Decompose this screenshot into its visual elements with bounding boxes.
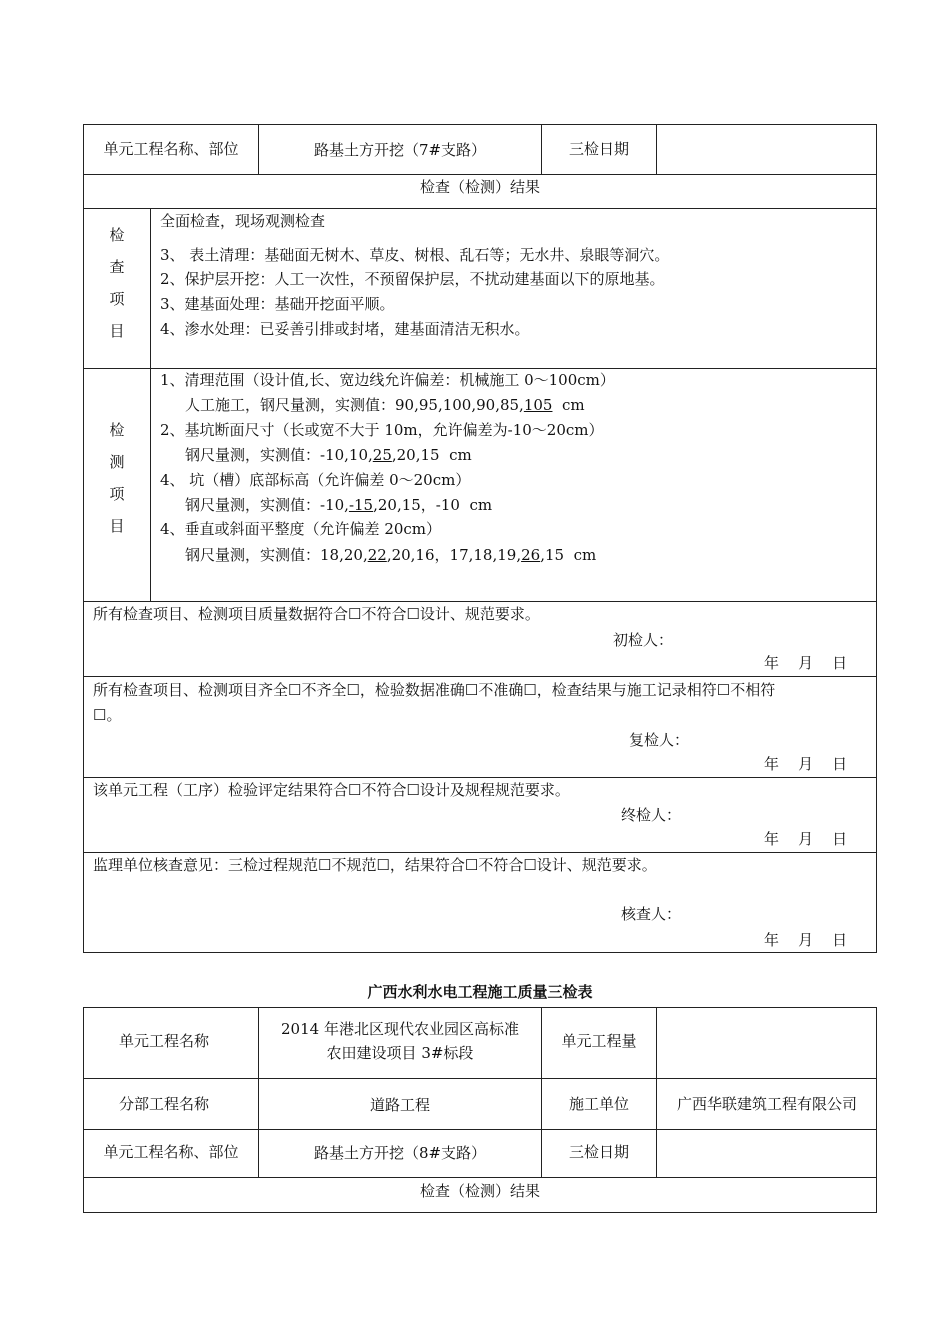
measure-value-line: 人工施工，钢尺量测，实测值：90,95,100,90,85,105 cm <box>185 396 585 414</box>
second-checker-label: 复检人： <box>629 731 690 749</box>
unit-name-location-value-2: 路基土方开挖（8#支路） <box>313 1144 487 1162</box>
sub-project-name-value: 道路工程 <box>369 1096 430 1114</box>
measure-value-line: 钢尺量测，实测值：18,20,22,20,16，17,18,19,26,15 cm <box>185 546 597 564</box>
inspect-label-char: 检 <box>109 226 125 244</box>
final-checker-label: 终检人： <box>621 806 682 824</box>
final-check-date: 年 月 日 <box>764 830 848 848</box>
inspect-items-label <box>107 219 127 347</box>
review-date: 年 月 日 <box>764 931 848 949</box>
first-check-date: 年 月 日 <box>764 654 848 672</box>
first-check-statement: 所有检查项目、检测项目质量数据符合☐不符合☐设计、规范要求。 <box>93 605 540 623</box>
second-check-date: 年 月 日 <box>764 755 848 773</box>
unit-name-location-value: 路基土方开挖（7#支路） <box>313 141 487 159</box>
measure-line: 1、清理范围（设计值,长、宽边线允许偏差：机械施工 0～100cm） <box>160 371 615 389</box>
reviewer-label: 核查人： <box>621 905 682 923</box>
measure-label-char: 项 <box>109 485 125 503</box>
form-title: 广西水利水电工程施工质量三检表 <box>367 983 593 1001</box>
measure-line: 4、 坑（槽）底部标高（允许偏差 0～20cm） <box>160 471 471 489</box>
result-header: 检查（检测）结果 <box>419 178 540 196</box>
construction-unit-label: 施工单位 <box>568 1095 629 1113</box>
unit-quantity-label: 单元工程量 <box>561 1032 637 1050</box>
measure-label-char: 目 <box>109 517 125 535</box>
inspect-label-char: 查 <box>109 258 125 276</box>
second-check-statement-cont: ☐。 <box>93 706 122 724</box>
result-header-2: 检查（检测）结果 <box>419 1182 540 1200</box>
sub-project-name-label: 分部工程名称 <box>118 1095 209 1113</box>
inspect-label-char: 目 <box>109 322 125 340</box>
inspect-line: 2、保护层开挖：人工一次性，不预留保护层，不扰动建基面以下的原地基。 <box>160 270 665 288</box>
inspection-date-label: 三检日期 <box>568 140 629 158</box>
unit-project-name-label: 单元工程名称 <box>118 1032 209 1050</box>
inspect-line: 4、渗水处理：已妥善引排或封堵，建基面清洁无积水。 <box>160 320 530 338</box>
first-checker-label: 初检人： <box>613 631 674 649</box>
unit-project-name-line1: 2014 年港北区现代农业园区高标准 <box>281 1020 519 1038</box>
measure-items-label <box>107 414 127 542</box>
inspect-line: 3、建基面处理：基础开挖面平顺。 <box>160 295 395 313</box>
second-check-statement: 所有检查项目、检测项目齐全☐不齐全☐，检验数据准确☐不准确☐，检查结果与施工记录相符☐不相符 <box>93 681 776 699</box>
inspect-label-char: 项 <box>109 290 125 308</box>
measure-value-line: 钢尺量测，实测值：-10,10,25,20,15 cm <box>185 446 472 464</box>
final-check-statement: 该单元工程（工序）检验评定结果符合☐不符合☐设计及规程规范要求。 <box>93 781 570 799</box>
unit-project-name-line2: 农田建设项目 3#标段 <box>326 1044 474 1062</box>
inspect-line: 3、 表土清理：基础面无树木、草皮、树根、乱石等；无水井、泉眼等洞穴。 <box>160 246 670 264</box>
measure-line: 4、垂直或斜面平整度（允许偏差 20cm） <box>160 520 442 538</box>
inspect-line: 全面检查，现场观测检查 <box>160 212 326 230</box>
supervision-opinion: 监理单位核查意见：三检过程规范☐不规范☐，结果符合☐不符合☐设计、规范要求。 <box>93 856 657 874</box>
measure-label-char: 测 <box>109 453 125 471</box>
unit-name-location-label: 单元工程名称、部位 <box>103 140 239 158</box>
inspection-date-label-2: 三检日期 <box>568 1143 629 1161</box>
measure-line: 2、基坑断面尺寸（长或宽不大于 10m，允许偏差为-10～20cm） <box>160 421 604 439</box>
construction-unit-value: 广西华联建筑工程有限公司 <box>676 1095 857 1113</box>
measure-value-line: 钢尺量测，实测值：-10,-15,20,15，-10 cm <box>185 496 493 514</box>
unit-name-location-label-2: 单元工程名称、部位 <box>103 1143 239 1161</box>
measure-label-char: 检 <box>109 421 125 439</box>
